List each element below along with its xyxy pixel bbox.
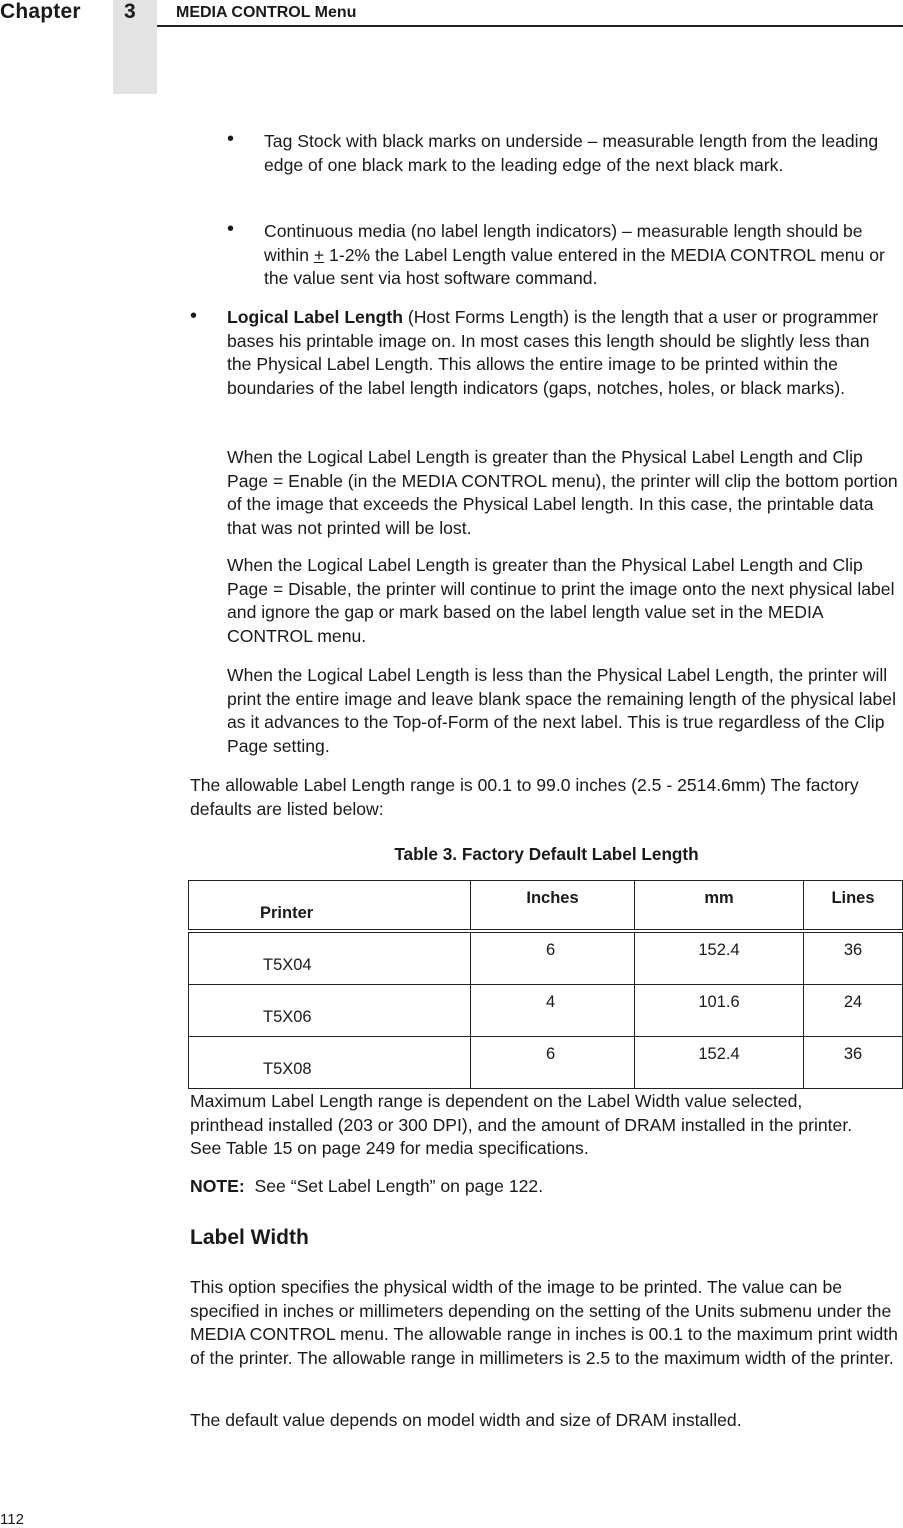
note-label: NOTE: [190, 1176, 245, 1196]
note [190, 1175, 890, 1199]
cell-mm: 152.4 [635, 1037, 804, 1089]
cell-lines: 24 [804, 985, 903, 1037]
plus-minus-symbol: + [313, 244, 325, 265]
table-row [189, 985, 903, 1037]
cell-mm: 101.6 [635, 985, 804, 1037]
header-printer: Printer [189, 881, 471, 932]
label-width-description: This option specifies the physical width of the image to be printed. The value can be specified in inches or millimeters depending on the setting of the Units submenu under the MEDIA CONTROL menu. The allowable range in inches is 00.1 to the maximum print width of the printer. The allowable range in millimeters is 2.5 to the maximum width of the printer. [190, 1277, 898, 1368]
factory-default-table [188, 880, 903, 1089]
continuous-text-before: Continuous media (no label length indicators) – measurable length should be within [264, 221, 863, 265]
cell-inches: 6 [471, 1037, 635, 1089]
bullet-tag-stock: Tag Stock with black marks on underside – measurable length from the leading edge of one black mark to the leading edge of the next black mark. [264, 131, 879, 175]
bullet-continuous-media [264, 220, 903, 291]
table-row [189, 1037, 903, 1089]
header-mm: mm [635, 881, 804, 932]
section-heading-label-width: Label Width [190, 1226, 309, 1249]
cell-printer: T5X06 [189, 985, 471, 1037]
bullet-marker: • [227, 128, 235, 150]
label-width-default: The default value depends on model width and size of DRAM installed. [190, 1410, 742, 1430]
table-row [189, 931, 903, 985]
cell-printer: T5X04 [189, 931, 471, 985]
logical-para-clip-disable: When the Logical Label Length is greater than the Physical Label Length and Clip Page = Disable, the printer will continue to print the image onto the next physical label and ignore the gap or mark based on the label length value set in the MEDIA CONTROL menu. [227, 555, 895, 646]
range-text: The allowable Label Length range is 00.1 to 99.0 inches (2.5 - 2514.6mm) The factory defaults are listed below: [190, 775, 859, 819]
cell-lines: 36 [804, 1037, 903, 1089]
page-number: 112 [0, 1511, 24, 1528]
cell-lines: 36 [804, 931, 903, 985]
chapter-number: 3 [124, 0, 136, 23]
logical-label-length-definition [227, 306, 895, 400]
logical-term: Logical Label Length [227, 307, 403, 327]
logical-para-less-than: When the Logical Label Length is less than the Physical Label Length, the printer will print the entire image and leave blank space the remaining length of the physical label as it advances to the Top-of-Form of the next label. This is true regardless of the Clip Page setting. [227, 665, 896, 756]
chapter-label: Chapter [0, 0, 81, 23]
cell-mm: 152.4 [635, 931, 804, 985]
cell-inches: 4 [471, 985, 635, 1037]
cell-inches: 6 [471, 931, 635, 985]
section-title: MEDIA CONTROL Menu [176, 4, 357, 21]
header-lines: Lines [804, 881, 903, 932]
table-header-row [189, 881, 903, 932]
cell-printer: T5X08 [189, 1037, 471, 1089]
max-length-text: Maximum Label Length range is dependent on the Label Width value selected, printhead installed (203 or 300 DPI), and the amount of DRAM installed in the printer. See Table 15 on page 249 for media specifications. [190, 1091, 853, 1158]
continuous-text-after: 1-2% the Label Length value entered in the MEDIA CONTROL menu or the value sent via host software command. [264, 244, 885, 288]
logical-definition-text: (Host Forms Length) is the length that a user or programmer bases his printable image on. In most cases this length should be slightly less than the Physical Label Length. This allows the entire image to be printed within the boundaries of the label length indicators (gaps, notches, holes, or black marks). [227, 307, 879, 398]
table-caption: Table 3. Factory Default Label Length [394, 844, 699, 864]
header-inches: Inches [471, 881, 635, 932]
bullet-marker: • [190, 305, 198, 327]
bullet-marker: • [227, 218, 235, 240]
logical-para-clip-enable: When the Logical Label Length is greater than the Physical Label Length and Clip Page = Enable (in the MEDIA CONTROL menu), the printer will clip the bottom portion of the image that exceeds the Physical Label length. In this case, the printable data that was not printed will be lost. [227, 447, 898, 538]
note-text: See “Set Label Length” on page 122. [254, 1176, 544, 1196]
header-rule [157, 25, 903, 27]
